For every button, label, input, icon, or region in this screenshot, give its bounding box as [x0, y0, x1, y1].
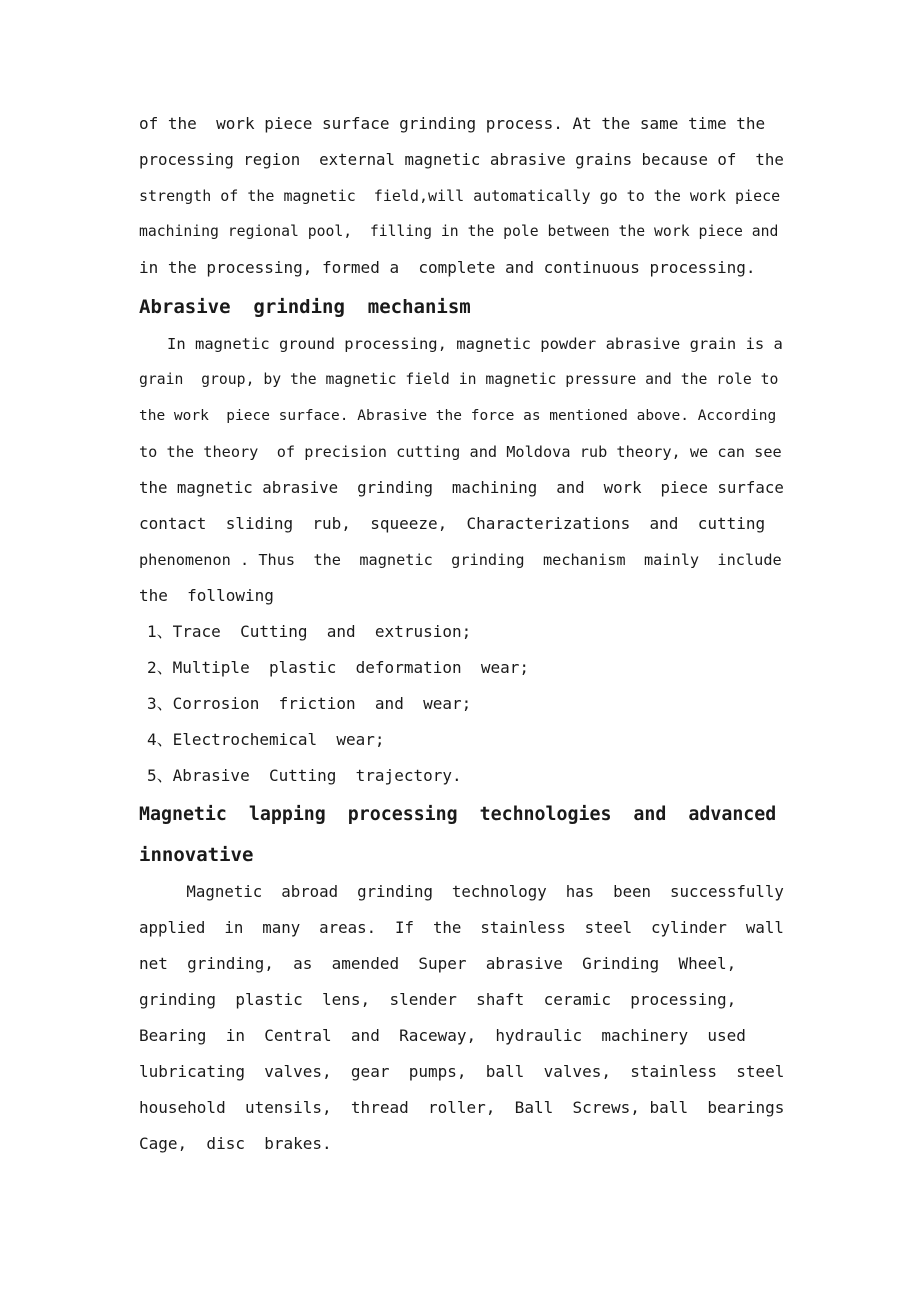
text-line: In magnetic ground processing, magnetic powder abrasive grain is a: [139, 335, 783, 353]
list-item: 4、Electrochemical wear;: [147, 730, 385, 749]
text-line: Bearing in Central and Raceway, hydraulic machinery used: [139, 1026, 746, 1045]
text-line: grain group, by the magnetic field in magnetic pressure and the role to: [139, 371, 779, 388]
mechanism-paragraph: [139, 326, 784, 614]
text-line: grinding plastic lens, slender shaft ceramic processing,: [139, 990, 737, 1009]
text-line: lubricating valves, gear pumps, ball valves, stainless steel: [139, 1062, 784, 1081]
text-line: applied in many areas. If the stainless steel cylinder wall: [139, 918, 784, 937]
text-line: Magnetic abroad grinding technology has been successfully: [139, 882, 784, 901]
text-line: the magnetic abrasive grinding machining and work piece surface: [139, 478, 784, 497]
text-line: the following: [139, 586, 274, 605]
text-line: phenomenon . Thus the magnetic grinding mechanism mainly include: [139, 551, 782, 569]
text-line: strength of the magnetic field,will automatically go to the work piece: [139, 187, 781, 205]
text-line: Cage, disc brakes.: [139, 1134, 332, 1153]
list-item: 2、Multiple plastic deformation wear;: [147, 658, 530, 677]
text-line: the work piece surface. Abrasive the force as mentioned above. According: [139, 408, 777, 424]
technologies-paragraph: [139, 874, 784, 1162]
text-line: processing region external magnetic abrasive grains because of the: [139, 150, 784, 169]
mechanism-list: [139, 614, 784, 794]
section-heading-magnetic-lapping-line2: innovative: [139, 844, 254, 866]
text-line: to the theory of precision cutting and Moldova rub theory, we can see: [139, 443, 782, 461]
list-item: 1、Trace Cutting and extrusion;: [147, 622, 472, 641]
list-item: 3、Corrosion friction and wear;: [147, 694, 472, 713]
text-line: contact sliding rub, squeeze, Characterizations and cutting: [139, 514, 766, 533]
list-item: 5、Abrasive Cutting trajectory.: [147, 766, 462, 785]
section-heading-magnetic-lapping-line1: Magnetic lapping processing technologies and advanced: [139, 804, 777, 825]
text-line: of the work piece surface grinding process. At the same time the: [139, 114, 766, 133]
text-line: in the processing, formed a complete and continuous processing.: [139, 258, 756, 277]
text-line: net grinding, as amended Super abrasive Grinding Wheel,: [139, 954, 737, 973]
section-heading-abrasive-grinding-mechanism: Abrasive grinding mechanism: [139, 296, 471, 318]
intro-paragraph: [139, 106, 784, 286]
text-line: household utensils, thread roller, Ball Screws, ball bearings: [139, 1098, 784, 1117]
text-line: machining regional pool, filling in the pole between the work piece and: [139, 223, 779, 240]
document-page: [139, 106, 784, 1162]
